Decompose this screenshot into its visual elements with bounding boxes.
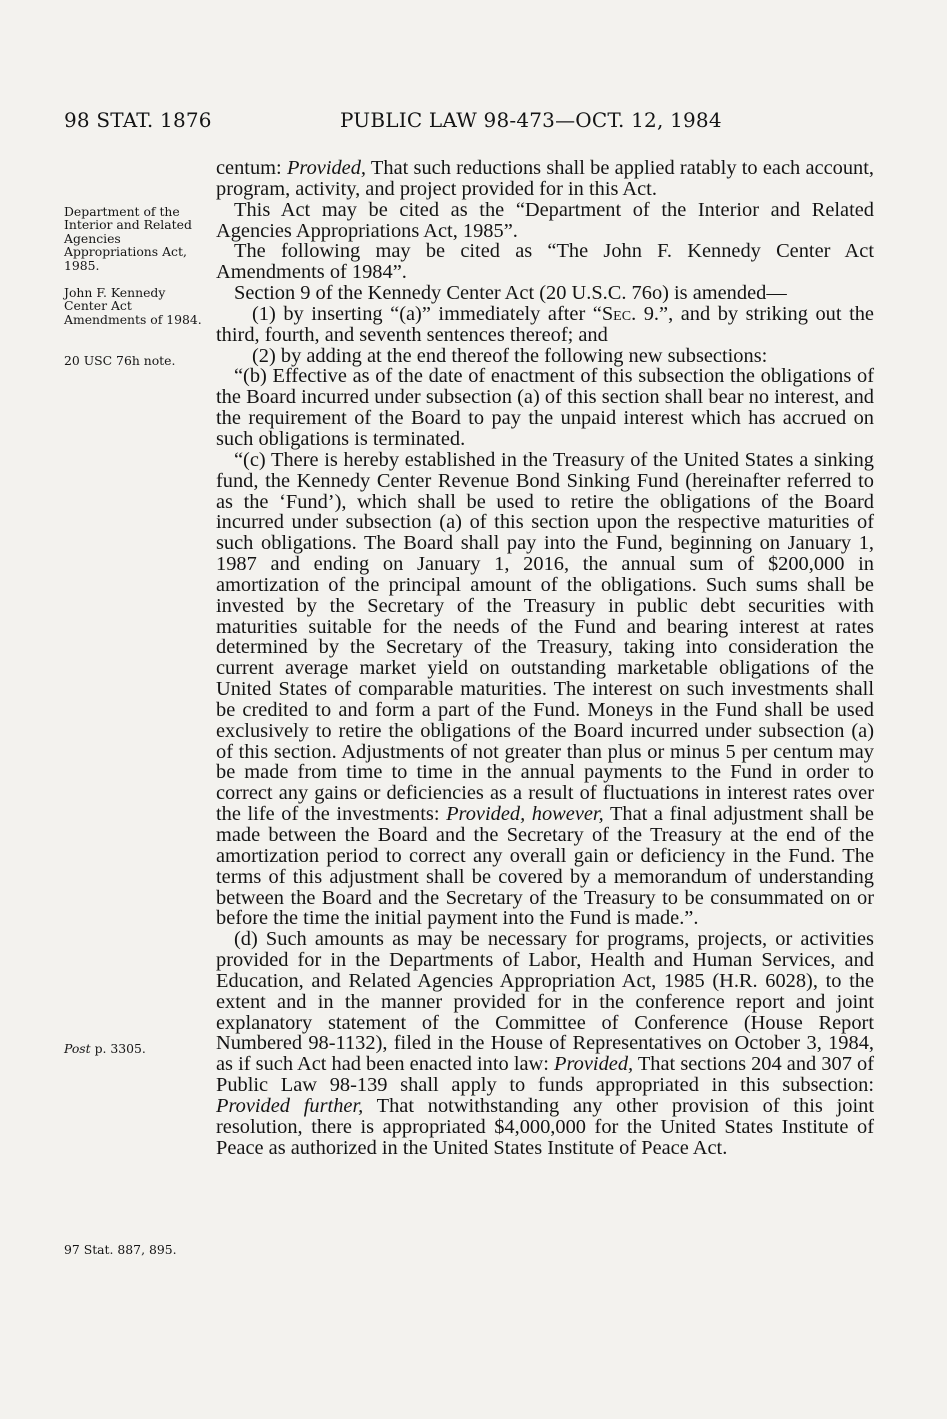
italic-proviso: Provided, xyxy=(554,1053,634,1076)
paragraph-subsection-d xyxy=(216,929,874,1158)
small-caps-sec: Sec xyxy=(601,302,632,325)
margin-note-post-italic: Post xyxy=(64,1041,91,1056)
italic-proviso: Provided, xyxy=(286,157,367,179)
text-run: (1) by inserting “(a)” immediately after “ xyxy=(252,302,602,325)
body-text xyxy=(216,158,874,1159)
italic-proviso: Provided, however, xyxy=(446,803,604,826)
text-run: That a final adjustment shall be made between the Board and the Secretary of the Treasury at the end of the amortization period to correct any overall gain or deficiency in the Fund. The terms of this adjustment shall be covered by a memorandum of understanding between the Board and the Secretary of the Treasury to be consummated on or before the time the initial payment into the Fund is made.”. xyxy=(216,803,874,930)
paragraph-item-2: (2) by adding at the end thereof the following new subsections: xyxy=(252,344,768,367)
paragraph-subsection-c xyxy=(216,450,874,929)
text-run: That sections 204 and 307 of Public Law 98-139 shall apply to funds appropriated in this subsection: xyxy=(216,1053,874,1097)
margin-note-post xyxy=(64,1042,214,1055)
text-run: . 9.”, and by striking out the third, fourth, and seventh sentences thereof; and xyxy=(216,302,874,346)
margin-note-usc: 20 USC 76h note. xyxy=(64,353,176,368)
margin-note-stat: 97 Stat. 887, 895. xyxy=(64,1242,177,1257)
text-run: That notwithstanding any other provision of this joint resolution, there is appropriated $4,000,000 for the United States Institute of Peace as authorized in the United States Institute of Peace Act. xyxy=(216,1094,874,1159)
margin-note-kennedy: John F. Kennedy Center Act Amendments of 1984. xyxy=(64,285,202,327)
text-run: “(c) There is hereby established in the Treasury of the United States a sinking fund, the Kennedy Center Revenue Bond Sinking Fund (hereinafter referred to as the ‘Fund’), which shall be used to retire the obligations of the Board incurred under subsection (a) of this section upon the respective maturities of such obligations. The Board shall pay into the Fund, beginning on January 1, 1987 and ending on January 1, 2016, the annual sum of $200,000 in amortization of the principal amount of the obligations. Such sums shall be invested by the Secretary of the Treasury in public debt securities with maturities suitable for the needs of the Fund and bearing interest at rates determined by the Secretary of the Treasury, taking into consideration the current average market yield on outstanding marketable obligations of the United States of comparable maturities. The interest on such investments shall be credited to and form a part of the Fund. Moneys in the Fund shall be used exclusively to retire the obligations of the Board incurred under subsection (a) of this section. Adjustments of not greater than plus or minus 5 per centum may be made from time to time in the annual payments to the Fund in order to correct any gains or deficiencies as a result of fluctuations in interest rates over the life of the investments: xyxy=(216,448,874,826)
margin-note-short-title: Department of the Interior and Related Agencies Appropriations Act, 1985. xyxy=(64,204,192,273)
text-run: (d) Such amounts as may be necessary for programs, projects, or activities provided for in the Departments of Labor, Health and Human Services, and Education, and Related Agencies Appropriation Act, 1985 (H.R. 6028), to the extent and in the manner provided for in the conference report and joint explanatory statement of the Committee of Conference (House Report Numbered 98-1132), filed in the House of Representatives on October 3, 1984, as if such Act had been enacted into law: xyxy=(216,928,874,1076)
text-run: That such reductions shall be applied ratably to each account, program, activity, and project provided for in this Act. xyxy=(216,157,874,200)
paragraph-section-9: Section 9 of the Kennedy Center Act (20 U.S.C. 76o) is amended— xyxy=(234,282,787,305)
margin-note-post-page: p. 3305. xyxy=(90,1041,146,1056)
paragraph-kennedy-title: The following may be cited as “The John F. Kennedy Center Act Amendments of 1984”. xyxy=(216,240,874,284)
text-run: centum: xyxy=(216,157,287,179)
paragraph-subsection-b: “(b) Effective as of the date of enactment of this subsection the obligations of the Board incurred under subsection (a) of this section shall bear no interest, and the requirement of the Board to pay the unpaid interest which has accrued on such obligations is terminated. xyxy=(216,365,874,450)
paragraph-centum xyxy=(216,158,874,200)
stat-page-number: 98 STAT. 1876 xyxy=(64,108,212,132)
paragraph-cited-as: This Act may be cited as the “Department of the Interior and Related Agencies Appropriations Act, 1985”. xyxy=(216,198,874,242)
public-law-heading: PUBLIC LAW 98-473—OCT. 12, 1984 xyxy=(340,108,722,132)
italic-proviso: Provided further, xyxy=(216,1094,364,1117)
paragraph-item-1 xyxy=(216,304,874,346)
